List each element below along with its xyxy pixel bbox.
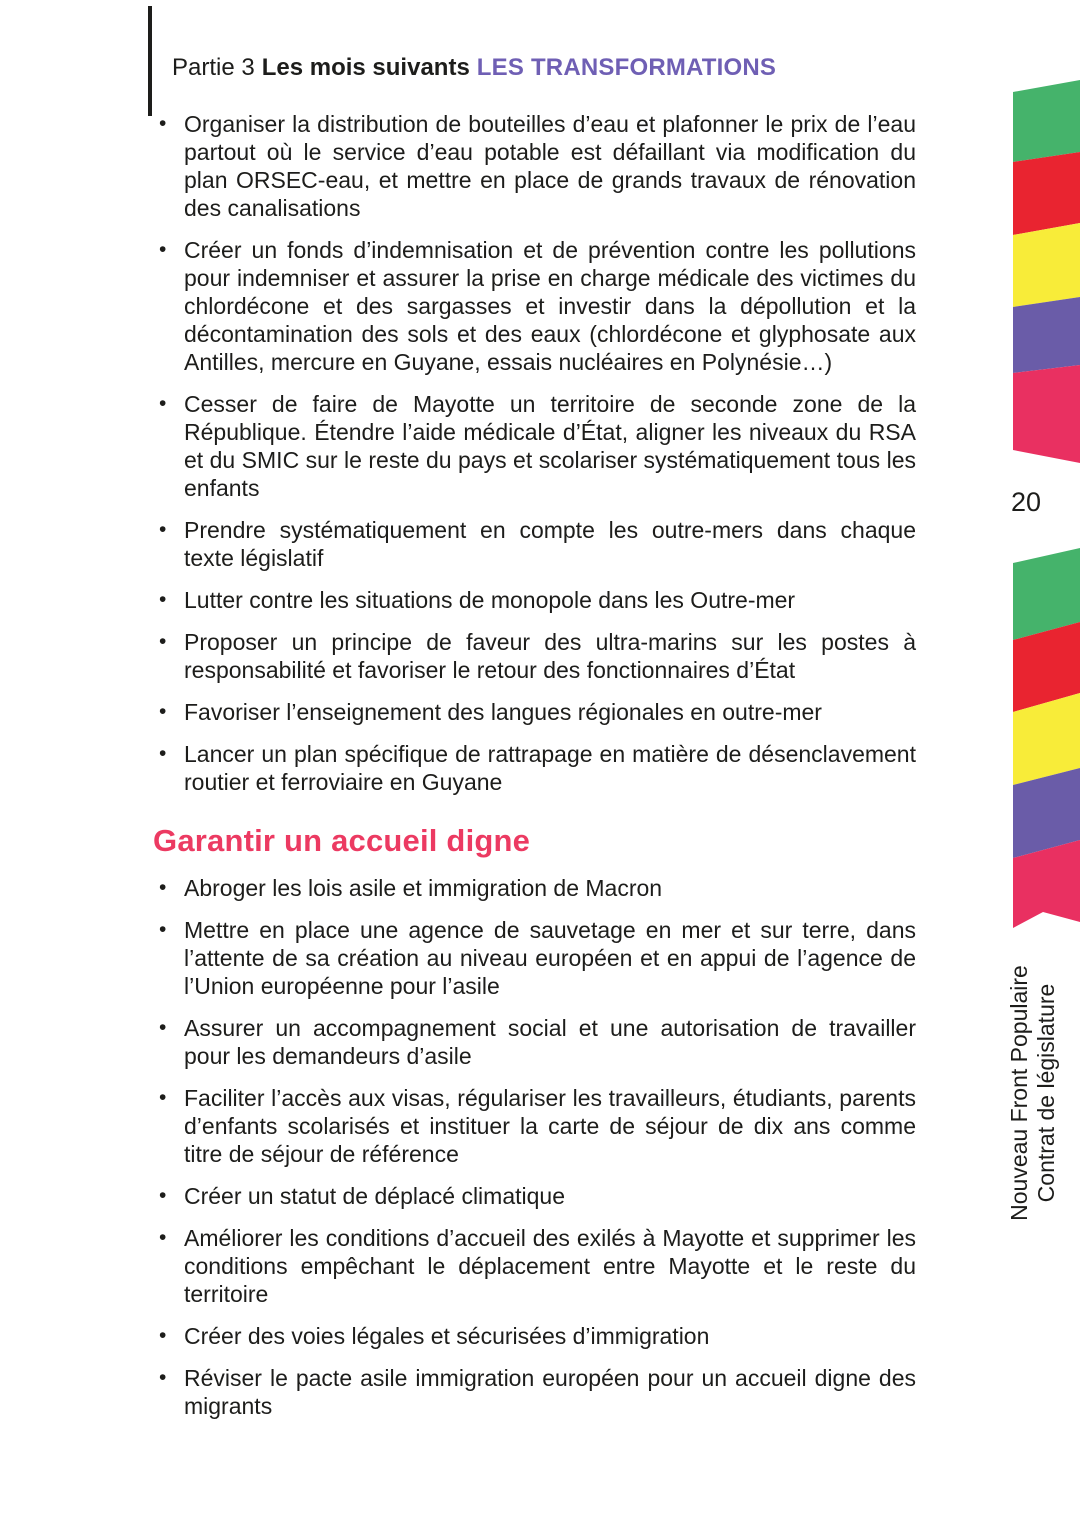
list-item-text: Organiser la distribution de bouteilles d’eau et plafonner le prix de l’eau partout où le service d’eau potable est défaillant via modification du plan ORSEC-eau, et mettre en place de grands travaux de rénovation des canalisations	[184, 111, 916, 221]
list-item	[153, 390, 916, 502]
list-item	[153, 586, 916, 614]
list-item-text: Mettre en place une agence de sauvetage en mer et sur terre, dans l’attente de sa création au niveau européen et en appui de l’agence de l’Union européenne pour l’asile	[184, 917, 916, 999]
page-header	[172, 54, 776, 82]
stripe-pink-icon	[1013, 365, 1080, 463]
list-item-text: Assurer un accompagnement social et une autorisation de travailler pour les demandeurs d’asile	[184, 1015, 916, 1069]
page-number: 20	[1011, 487, 1042, 517]
stripe-yellow-icon	[1013, 223, 1080, 307]
main-content	[153, 110, 916, 1434]
list-item	[153, 236, 916, 376]
list-item-text: Créer des voies légales et sécurisées d’immigration	[184, 1323, 710, 1349]
header-vertical-rule	[148, 6, 152, 116]
part-title: Les mois suivants	[261, 54, 470, 81]
list-item	[153, 110, 916, 222]
list-item	[153, 516, 916, 572]
list-item	[153, 1322, 916, 1350]
list-item-text: Proposer un principe de faveur des ultra-marins sur les postes à responsabilité et favoriser le retour des fonctionnaires d’État	[184, 629, 916, 683]
ribbon-bottom-decoration	[1013, 548, 1080, 928]
list-item	[153, 1364, 916, 1420]
list-item-text: Créer un fonds d’indemnisation et de prévention contre les pollutions pour indemniser et assurer la prise en charge médicale des victimes du chlordécone et des sargasses et investir dans la dépollution et la décontamination des sols et des eaux (chlordécone et glyphosate aux Antilles, mercure en Guyane, essais nucléaires en Polynésie…)	[184, 237, 916, 375]
list-item-text: Prendre systématiquement en compte les outre-mers dans chaque texte législatif	[184, 517, 916, 571]
spine-text	[1006, 943, 1062, 1243]
bullet-list-accueil	[153, 874, 916, 1420]
stripe-green-icon	[1013, 80, 1080, 162]
stripe-red-icon	[1013, 152, 1080, 235]
bullet-list-outre-mer	[153, 110, 916, 796]
list-item	[153, 698, 916, 726]
list-item	[153, 1014, 916, 1070]
list-item-text: Lutter contre les situations de monopole dans les Outre-mer	[184, 587, 796, 613]
list-item-text: Cesser de faire de Mayotte un territoire de seconde zone de la République. Étendre l’aide médicale d’État, aligner les niveaux du RSA et du SMIC sur le reste du pays et scolariser systématiquement tous les enfants	[184, 391, 916, 501]
spine-line-1: Nouveau Front Populaire	[1006, 965, 1032, 1221]
list-item-text: Faciliter l’accès aux visas, régulariser les travailleurs, étudiants, parents d’enfants scolarisés et instituer la carte de séjour de dix ans comme titre de séjour de référence	[184, 1085, 916, 1167]
list-item-text: Favoriser l’enseignement des langues régionales en outre-mer	[184, 699, 822, 725]
list-item-text: Créer un statut de déplacé climatique	[184, 1183, 565, 1209]
list-item-text: Améliorer les conditions d’accueil des exilés à Mayotte et supprimer les conditions empêchant le déplacement entre Mayotte et le reste du territoire	[184, 1225, 916, 1307]
list-item	[153, 916, 916, 1000]
list-item	[153, 628, 916, 684]
list-item	[153, 874, 916, 902]
list-item-text: Lancer un plan spécifique de rattrapage en matière de désenclavement routier et ferroviaire en Guyane	[184, 741, 916, 795]
spine-line-2: Contrat de législature	[1033, 983, 1059, 1203]
list-item	[153, 1182, 916, 1210]
part-label: Partie 3	[172, 54, 255, 81]
section-title: LES TRANSFORMATIONS	[476, 54, 777, 81]
ribbon-top-decoration	[1013, 80, 1080, 463]
stripe-purple-icon	[1013, 297, 1080, 373]
list-item-text: Abroger les lois asile et immigration de Macron	[184, 875, 663, 901]
list-item-text: Réviser le pacte asile immigration européen pour un accueil digne des migrants	[184, 1365, 916, 1419]
section-heading: Garantir un accueil digne	[153, 823, 531, 858]
list-item	[153, 740, 916, 796]
list-item	[153, 1224, 916, 1308]
list-item	[153, 1084, 916, 1168]
